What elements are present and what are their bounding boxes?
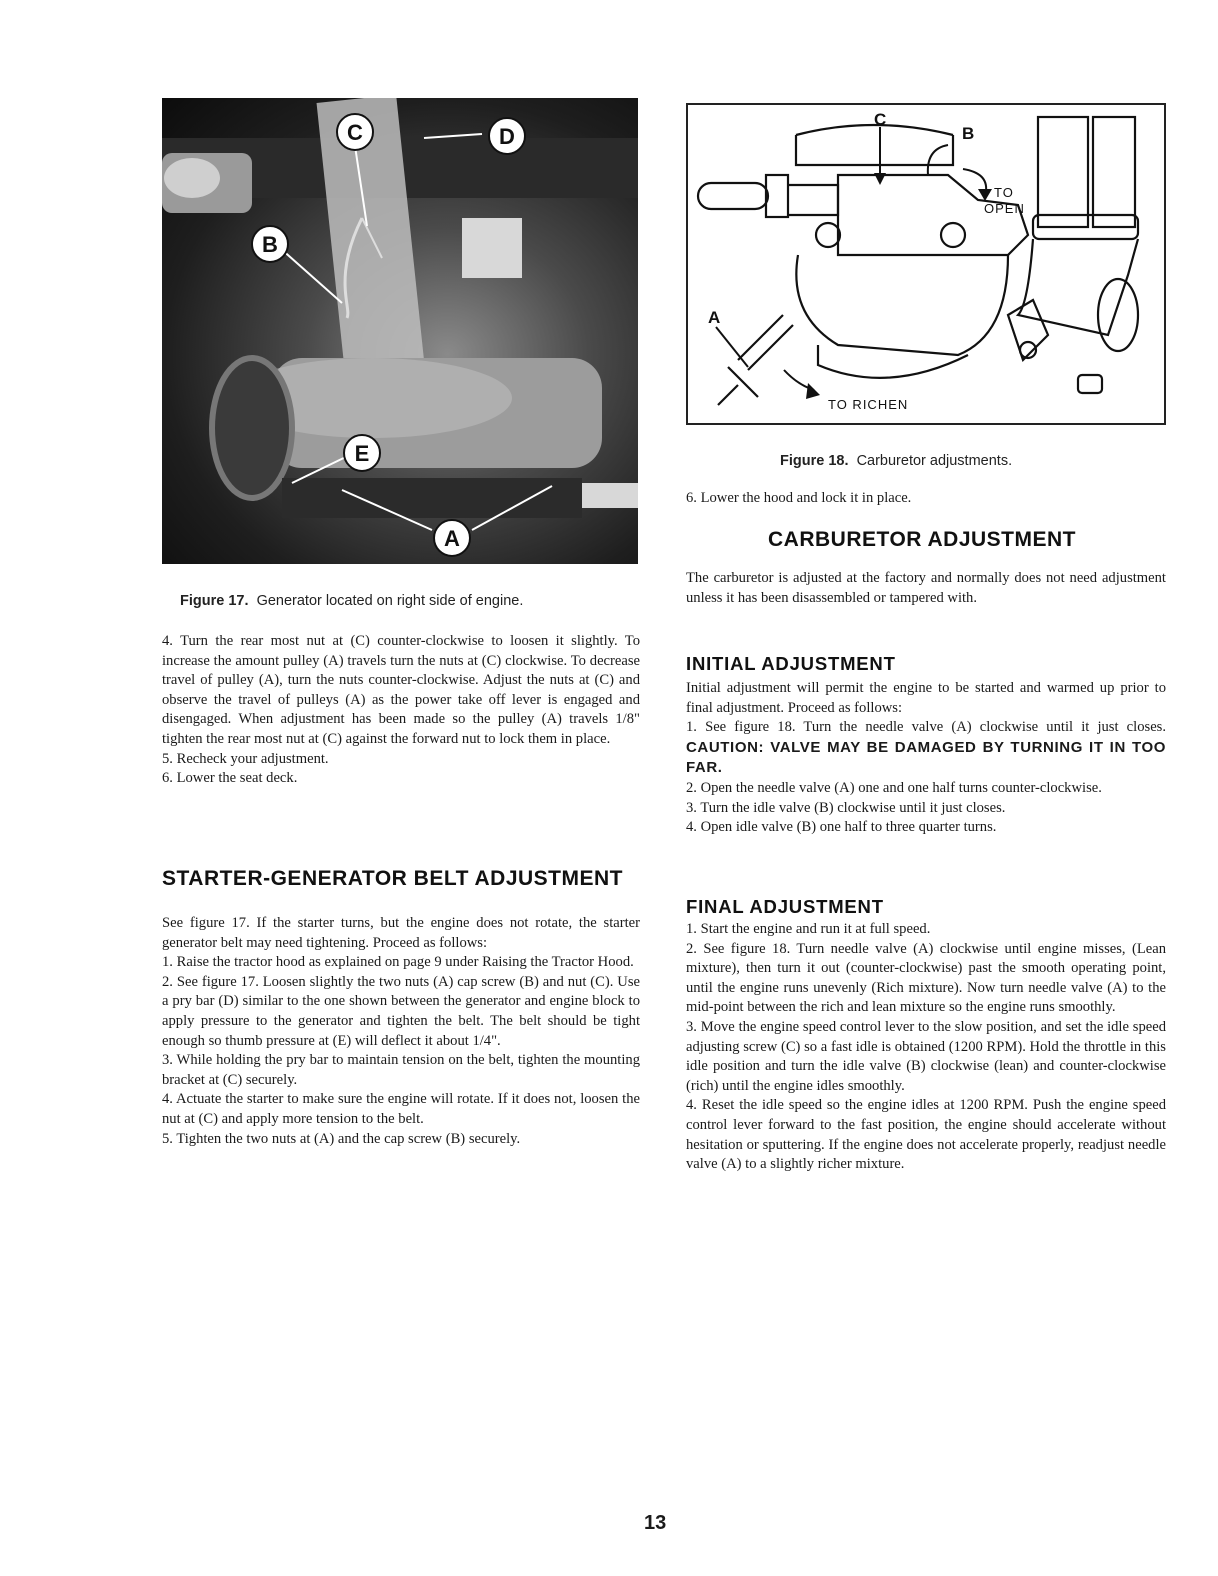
initial-step-1-text: 1. See figure 18. Turn the needle valve (A) clockwise until it just closes. [686, 719, 1166, 736]
final-adjustment-heading: FINAL ADJUSTMENT [686, 896, 884, 917]
initial-caution: CAUTION: VALVE MAY BE DAMAGED BY TURNING IT IN TOO FAR. [686, 738, 1166, 777]
sg-step-2: 2. See figure 17. Loosen slightly the two nuts (A) cap screw (B) and nut (C). Use a pry bar (D) similar to the one shown between the generator and engine block to apply pressure to the generator and tighten the belt. The belt should be tight enough so thumb pressure at (E) will deflect it about 1/4". [162, 973, 640, 1049]
starter-generator-body [162, 914, 640, 1149]
carburetor-heading: CARBURETOR ADJUSTMENT [768, 528, 1077, 551]
initial-step-1 [686, 718, 1166, 779]
fig18-label-c: C [874, 110, 887, 129]
left-step-4: 4. Turn the rear most nut at (C) counter-clockwise to loosen it slightly. To increase the amount pulley (A) travels turn the nuts at (C) clockwise. To decrease travel of pulley (A), turn the nuts counter-clockwise. Adjust the nuts at (C) and observe the travel of pulleys (A) as the power take off lever is engaged and disengaged. When adjustment has been made so the pulley (A) travels 1/8" tighten the rear most nut at (C) against the forward nut to lock them in place. [162, 633, 640, 747]
callout-e [344, 435, 380, 471]
sg-step-1: 1. Raise the tractor hood as explained on page 9 under Raising the Tractor Hood. [162, 954, 634, 971]
sg-step-5: 5. Tighten the two nuts at (A) and the cap screw (B) securely. [162, 1130, 521, 1147]
fig18-label-b: B [962, 124, 975, 143]
starter-generator-heading: STARTER-GENERATOR BELT ADJUSTMENT [162, 867, 623, 890]
callout-d [489, 118, 525, 154]
fig18-label-open: OPEN [984, 201, 1025, 216]
initial-step-4: 4. Open idle valve (B) one half to three quarter turns. [686, 819, 997, 836]
svg-text:B: B [262, 232, 278, 257]
initial-step-3: 3. Turn the idle valve (B) clockwise until it just closes. [686, 799, 1006, 816]
svg-text:D: D [499, 124, 515, 149]
figure-18-text: Carburetor adjustments. [856, 453, 1013, 469]
initial-intro: Initial adjustment will permit the engine to be started and warmed up prior to final adjustment. Proceed as follows: [686, 680, 1166, 716]
right-step-6: 6. Lower the hood and lock it in place. [686, 490, 912, 506]
final-step-1: 1. Start the engine and run it at full speed. [686, 921, 931, 937]
callout-b [252, 226, 288, 262]
initial-adjustment-heading: INITIAL ADJUSTMENT [686, 653, 896, 674]
callout-c [337, 114, 373, 150]
sg-step-3: 3. While holding the pry bar to maintain tension on the belt, tighten the mounting bracket at (C) securely. [162, 1052, 640, 1088]
figure-17-text: Generator located on right side of engine. [256, 593, 524, 609]
initial-step-2: 2. Open the needle valve (A) one and one half turns counter-clockwise. [686, 779, 1102, 796]
final-step-3: 3. Move the engine speed control lever to the slow position, and set the idle speed adjusting screw (C) so a fast idle is obtained (1200 RPM). Hold the throttle in this idle position and turn the idle valve (B) clockwise (lean) and counter-clockwise (rich) until the engine idles smoothly. [686, 1018, 1166, 1094]
starter-generator-intro: See figure 17. If the starter turns, but the engine does not rotate, the starter generator belt may need tightening. Proceed as follows: [162, 915, 640, 951]
carburetor-intro: The carburetor is adjusted at the factory and normally does not need adjustment unless it has been disassembled or tampered with. [686, 570, 1166, 606]
figure-18-label: Figure 18. [780, 453, 849, 469]
figure-17-caption [180, 593, 523, 609]
figure-18-caption [780, 453, 1012, 469]
left-steps-top [162, 632, 640, 789]
figure-17-photo [162, 98, 638, 564]
left-step-5: 5. Recheck your adjustment. [162, 750, 329, 767]
left-step-6: 6. Lower the seat deck. [162, 770, 298, 787]
svg-text:A: A [444, 526, 460, 551]
final-adjustment-body [686, 920, 1166, 1175]
fig18-label-to-richen: TO RICHEN [828, 397, 909, 412]
svg-text:C: C [347, 120, 363, 145]
final-step-2: 2. See figure 18. Turn needle valve (A) clockwise until engine misses, (Lean mixture), then turn it out (counter-clockwise) past the smooth operating point, until the engine runs unevenly (Rich mixture). Now turn needle valve (A) to the mid-point between the rich and lean mixture so the engine runs smoothly. [686, 940, 1166, 1016]
final-step-4: 4. Reset the idle speed so the engine idles at 1200 RPM. Push the engine speed control lever forward to the fast position, the engine should accelerate without hesitation or sputtering. If the engine does not accelerate properly, readjust needle valve (A) to a slightly richer mixture. [686, 1097, 1166, 1173]
callout-a [434, 520, 470, 556]
sg-step-4: 4. Actuate the starter to make sure the engine will rotate. If it does not, loosen the nut at (C) and apply more tension to the belt. [162, 1091, 640, 1127]
figure-18-diagram [686, 103, 1166, 425]
svg-text:E: E [354, 441, 370, 466]
page-number: 13 [644, 1512, 667, 1534]
initial-adjustment-body [686, 679, 1166, 838]
fig18-label-to: TO [994, 185, 1014, 200]
fig18-label-a: A [708, 308, 721, 327]
figure-17-label: Figure 17. [180, 593, 249, 609]
